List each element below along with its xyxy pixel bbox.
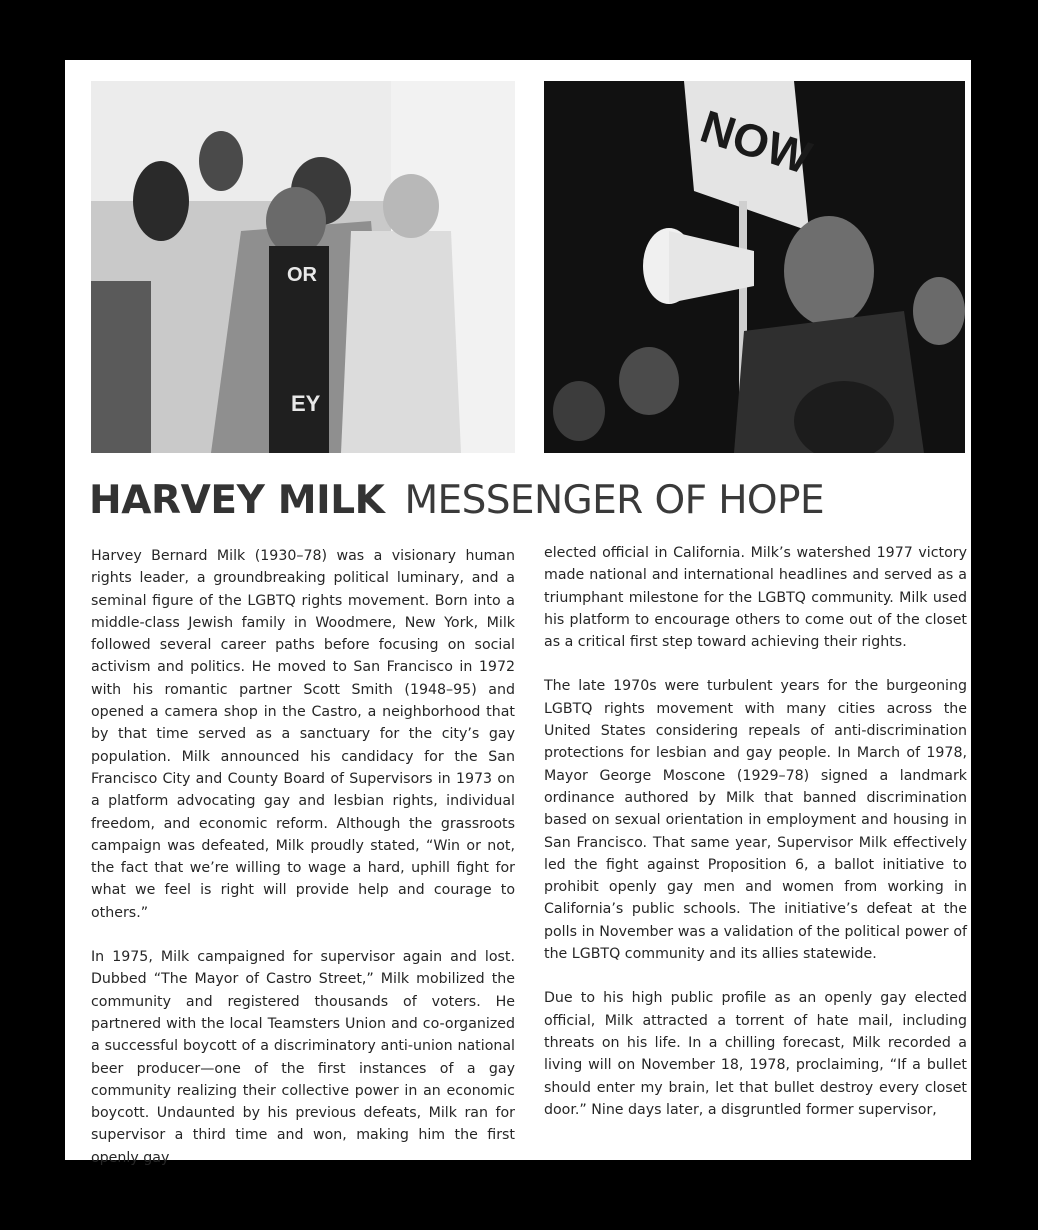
article-column-left <box>91 545 515 1191</box>
sign-now-text: NOW <box>694 99 818 184</box>
paragraph: The late 1970s were turbulent years for the burgeoning LGBTQ rights movement with many cities across the United States considering repeals of anti-discrimination protections for lesbian and gay people. In March of 1978, Mayor George Moscone (1929–78) signed a landmark ordinance authored by Milk that banned discrimination based on sexual orientation in employment and housing in San Francisco. That same year, Supervisor Milk effectively led the fight against Proposition 6, a ballot initiative to prohibit openly gay men and women from working in California’s public schools. The initiative’s defeat at the polls in November was a validation of the political power of the LGBTQ community and its allies statewide. <box>544 678 967 963</box>
photo-milk-with-woman <box>91 81 515 453</box>
photo-left-image <box>91 81 515 453</box>
headline-subtitle: MESSENGER OF HOPE <box>404 478 824 523</box>
sign-fragment-bottom: EY <box>291 391 321 416</box>
photo-right-image <box>544 81 965 453</box>
paragraph: In 1975, Milk campaigned for supervisor again and lost. Dubbed “The Mayor of Castro Street,” Milk mobilized the community and registered thousands of voters. He partnered with the local Teamsters Union and co-organized a successful boycott of a discriminatory anti-union national beer producer—one of the first instances of a gay community realizing their collective power in an economic boycott. Undaunted by his previous defeats, Milk ran for supervisor a third time and won, making him the first openly gay <box>91 949 515 1166</box>
magazine-page <box>65 60 971 1166</box>
photo-milk-with-megaphone <box>544 81 965 453</box>
paragraph: elected official in California. Milk’s watershed 1977 victory made national and international headlines and served as a triumphant milestone for the LGBTQ community. Milk used his platform to encourage others to come out of the closet as a critical first step toward achieving their rights. <box>544 545 967 651</box>
paragraph: Due to his high public profile as an openly gay elected official, Milk attracted a torrent of hate mail, including threats on his life. In a chilling forecast, Milk recorded a living will on November 18, 1978, proclaiming, “If a bullet should enter my brain, let that bullet destroy every closet door.” Nine days later, a disgruntled former supervisor, <box>544 990 967 1118</box>
article-headline <box>89 476 824 526</box>
sign-fragment-top: OR <box>287 264 317 286</box>
article-column-right <box>544 542 967 1143</box>
paragraph: Harvey Bernard Milk (1930–78) was a visionary human rights leader, a groundbreaking political luminary, and a seminal figure of the LGBTQ rights movement. Born into a middle-class Jewish family in Woodmere, New York, Milk followed several career paths before focusing on social activism and politics. He moved to San Francisco in 1972 with his romantic partner Scott Smith (1948–95) and opened a camera shop in the Castro, a neighborhood that by that time served as a sanctuary for the city’s gay population. Milk announced his candidacy for the San Francisco City and County Board of Supervisors in 1973 on a platform advocating gay and lesbian rights, individual freedom, and economic reform. Although the grassroots campaign was defeated, Milk proudly stated, “Win or not, the fact that we’re willing to wage a hard, uphill fight for what we feel is right will provide help and courage to others.” <box>91 548 515 921</box>
headline-name: HARVEY MILK <box>89 478 385 523</box>
